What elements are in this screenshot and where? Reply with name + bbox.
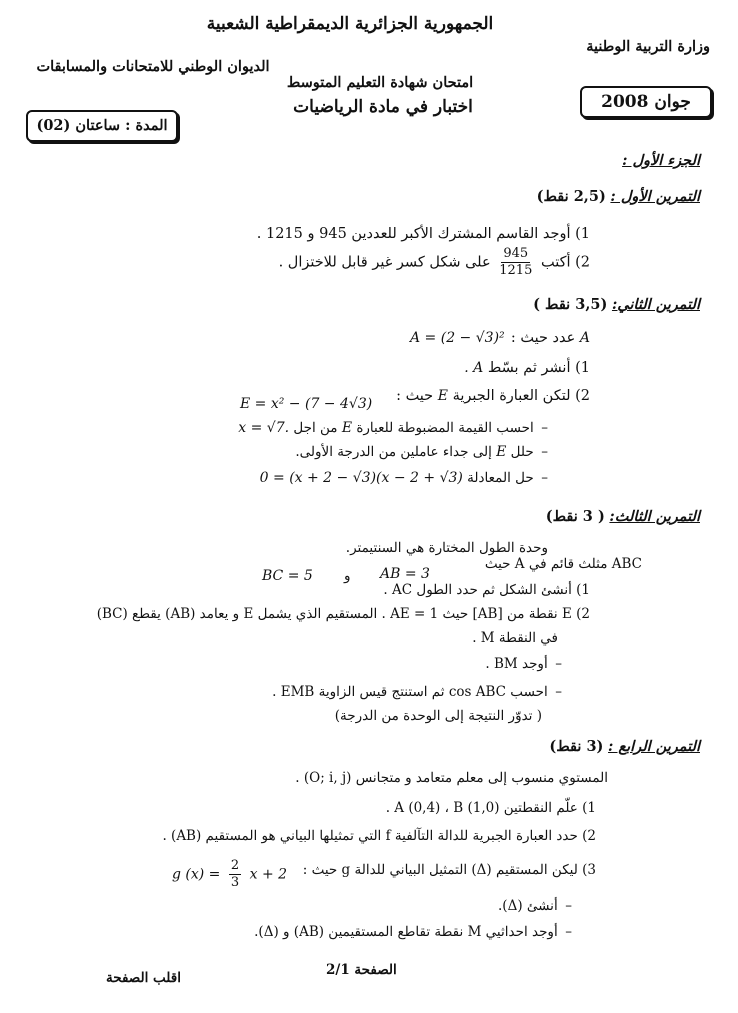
duration-label: المدة : ساعتان (02) (36, 117, 168, 134)
ex4-b1-text: أنشئ (Δ). (498, 898, 558, 914)
ex2-b3: – حل المعادلة (x − 2 + √3)(x + 2 − √3) = 0 (259, 470, 548, 486)
ministry-label: وزارة التربية الوطنية (586, 38, 710, 55)
ex2-b2: – حلل E إلى جداء عاملين من الدرجة الأولى. (295, 444, 548, 460)
duration-box (26, 110, 178, 142)
ex4-q3-frac-den: 3 (230, 875, 240, 890)
ex2-intro (511, 330, 590, 346)
ex2-intro-var: A (579, 330, 590, 346)
ex1-q2 (279, 246, 590, 279)
ex2-def-E: E = x² − (7 − 4√3) (240, 396, 373, 412)
ex2-b3-text: حل المعادلة (467, 470, 534, 486)
page-number: الصفحة 2/1 (326, 962, 397, 978)
ex3-unit: وحدة الطول المختارة هي السنتيمتر. (345, 540, 548, 556)
ex3-b2: – احسب cos ABC ثم استنتج قيس الزاوية EMB . (272, 684, 562, 700)
ex2-b1: – احسب القيمة المضبوطة للعبارة E من اجل .x = √7 (238, 420, 548, 436)
ex2-q2-var: E (437, 388, 448, 404)
ex3-q1: 1) أنشئ الشكل ثم حدد الطول AC . (383, 582, 590, 598)
ex2-intro-text: عدد حيث : (510, 330, 576, 346)
ex3-q2b: في النقطة M . (472, 630, 558, 646)
ex3-b1-text: أوجد BM . (485, 656, 548, 672)
exam-title: امتحان شهادة التعليم المتوسط (286, 74, 474, 91)
ex1-title: التمرين الأول : (610, 188, 700, 205)
ex4-q3-frac-num: 2 (230, 858, 240, 873)
ex1-q2-post: على شكل كسر غير قابل للاختزال . (278, 254, 491, 271)
ex3-b1: – أوجد BM . (485, 656, 562, 672)
ex3-header (546, 508, 700, 525)
ex4-q3-fraction (229, 858, 241, 891)
ex3-bc: BC = 5 (262, 568, 313, 584)
ex4-q3-math-pre: g (x) = (172, 866, 221, 883)
ex3-q2: 2) E نقطة من [AB] حيث AE = 1 . المستقيم الذي يشمل E و يعامد (AB) يقطع (BC) (96, 606, 590, 622)
ex3-ab: AB = 3 (380, 566, 430, 582)
ex4-title: التمرين الرابع : (608, 738, 700, 755)
ex1-fraction-den: 1215 (499, 263, 533, 278)
ex2-q2-text: 2) لتكن العبارة الجبرية (452, 388, 590, 404)
republic-heading: الجمهورية الجزائرية الديمقراطية الشعبية (206, 14, 494, 34)
ex3-b2-note: ( تدوّر النتيجة إلى الوحدة من الدرجة) (334, 708, 542, 724)
turn-page-note: اقلب الصفحة (106, 970, 181, 986)
ex4-q3-math (172, 858, 287, 891)
ex1-q2-pre: 2) أكتب (540, 254, 590, 271)
ex2-b2-tail: إلى جداء عاملين من الدرجة الأولى. (295, 444, 492, 460)
ex1-q1: 1) أوجد القاسم المشترك الأكبر للعددين 945 و 1215 . (256, 226, 590, 242)
ex2-title: التمرين الثاني: (611, 296, 700, 313)
ex2-header (533, 296, 700, 313)
ex2-b3-math: (x − 2 + √3)(x + 2 − √3) = 0 (259, 470, 463, 486)
ex2-b2-text: حلل (510, 444, 534, 460)
ex4-q3-text: 3) ليكن المستقيم (Δ) التمثيل البياني للدالة g حيث : (302, 862, 596, 878)
ex1-header (537, 188, 700, 205)
ex2-q1 (464, 360, 590, 376)
ex4-q3 (303, 862, 596, 878)
ex4-q3-math-post: x + 2 (249, 866, 288, 883)
ex4-b1: – أنشئ (Δ). (498, 898, 572, 914)
ex2-q1-text: 1) أنشر ثم بسّط (487, 360, 590, 376)
ex3-and: و (344, 568, 351, 584)
ex3-points: ( 3 نقط) (545, 508, 605, 525)
ex1-points: (2,5 نقط) (536, 188, 606, 205)
exam-office-label: الديوان الوطني للامتحانات والمسابقات (36, 58, 270, 75)
ex4-header (549, 738, 700, 755)
ex3-title: التمرين الثالث: (609, 508, 700, 525)
ex2-q1-var: A . (464, 360, 484, 376)
ex2-b1-tail: من اجل (293, 420, 338, 436)
ex2-q2 (396, 388, 590, 404)
subject-title: اختبار في مادة الرياضيات (293, 97, 473, 117)
part1-title: الجزء الأول : (622, 152, 700, 169)
ex4-intro: المستوي منسوب إلى معلم متعامد و متجانس (O; i, j) . (295, 770, 608, 786)
ex3-b2-text: احسب cos ABC ثم استنتج قيس الزاوية EMB . (272, 684, 548, 700)
session-date: جوان 2008 (601, 92, 691, 112)
ex2-q2-mid: حيث : (396, 388, 434, 404)
ex3-line1-text: ABC مثلث قائم في A حيث (484, 556, 642, 572)
session-box (580, 86, 712, 118)
ex1-fraction-num: 945 (503, 246, 529, 261)
ex4-q1: 1) علّم النقطتين A (0,4) ، B (1,0) . (385, 800, 596, 816)
ex4-b2-text: أوجد احداثيي M نقطة تقاطع المستقيمين (AB) و (Δ). (254, 924, 558, 940)
ex2-b1-text: احسب القيمة المضبوطة للعبارة (356, 420, 534, 436)
ex1-fraction (499, 246, 532, 279)
ex2-points: (3,5 نقط ) (533, 296, 608, 313)
ex2-b1-math: .x = √7 (238, 420, 290, 436)
ex3-line1 (485, 556, 642, 572)
ex4-points: (3 نقط) (549, 738, 604, 755)
ex4-q2: 2) حدد العبارة الجبرية للدالة التآلفية f التي تمثيلها البياني هو المستقيم (AB) . (162, 828, 596, 844)
ex4-b2: – أوجد احداثيي M نقطة تقاطع المستقيمين (AB) و (Δ). (254, 924, 572, 940)
ex2-def-A: A = (2 − √3)² (410, 330, 505, 346)
